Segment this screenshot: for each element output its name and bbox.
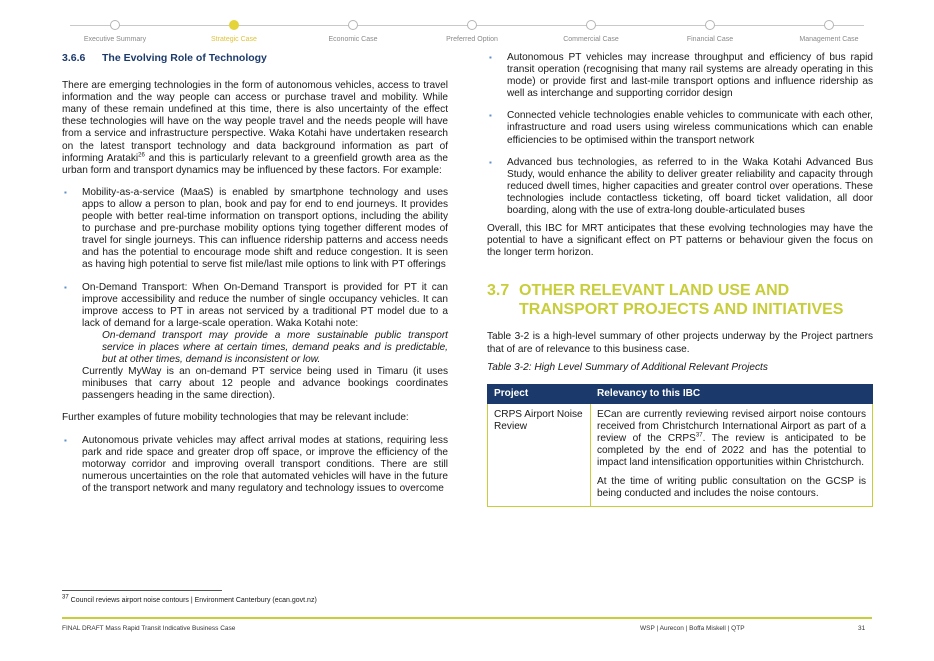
nav-label: Preferred Option bbox=[446, 36, 498, 43]
section-title-line1: OTHER RELEVANT LAND USE AND bbox=[519, 282, 790, 300]
header-relevancy: Relevancy to this IBC bbox=[591, 384, 873, 403]
nav-step-strategic-case[interactable] bbox=[174, 14, 294, 43]
nav-step-executive-summary[interactable] bbox=[55, 14, 175, 43]
page-number: 31 bbox=[858, 625, 866, 632]
footnote-ref[interactable]: 37 bbox=[695, 432, 703, 439]
table-intro: Table 3-2 is a high-level summary of other projects underway by the Project partners that of are of relevance to this business case. bbox=[487, 331, 873, 355]
progress-nav bbox=[60, 14, 874, 50]
footer-companies: WSP | Aurecon | Boffa Miskell | QTP bbox=[640, 625, 745, 632]
intro-text-a: There are emerging technologies in the form of autonomous vehicles, access to travel information and the way people can access or purchase travel and mobility. While many of these remain undefined at this time, there is also uncertainty of the effect these technologies will have on the way people travel and the needs people will have from a service and infrastructure perspective. Waka Kotahi have undertaken research on the latest transport technology and data background information as part of informing Arataki bbox=[62, 80, 448, 164]
table-header-row bbox=[488, 384, 873, 403]
nav-label: Economic Case bbox=[328, 36, 378, 43]
nav-dot bbox=[824, 20, 834, 30]
section-title-line2: TRANSPORT PROJECTS AND INITIATIVES bbox=[519, 301, 844, 319]
section-heading-3-7 bbox=[487, 281, 873, 319]
nav-label: Management Case bbox=[799, 36, 859, 43]
on-demand-quote: On-demand transport may provide a more sustainable public transport service in places where at certain times, demand peaks and is predictable, but at other times, demand is inconsistent or low. bbox=[102, 329, 448, 366]
projects-table bbox=[487, 384, 873, 507]
nav-dot bbox=[467, 20, 477, 30]
intro-text-b: and this is particularly relevant to a greenfield growth area as the urban form and transport dynamics may be influenced by these factors. For example: bbox=[62, 152, 448, 176]
section-number: 3.7 bbox=[487, 282, 510, 300]
nav-label: Executive Summary bbox=[83, 36, 147, 43]
overall-paragraph: Overall, this IBC for MRT anticipates that these evolving technologies may have the potential to have a significant effect on PT patterns or behaviour given the focus on the longer term horizon. bbox=[487, 223, 873, 259]
footnote-link[interactable]: Council reviews airport noise contours | Environment Canterbury (ecan.govt.nz) bbox=[68, 597, 317, 604]
cell-relevancy bbox=[591, 403, 873, 506]
nav-step-management-case[interactable] bbox=[769, 14, 889, 43]
nav-step-economic-case[interactable] bbox=[293, 14, 413, 43]
left-column bbox=[62, 52, 448, 495]
footer-rule bbox=[62, 617, 872, 619]
right-column bbox=[487, 52, 873, 507]
footnote-number: 37 bbox=[62, 594, 69, 601]
footnote bbox=[62, 594, 317, 604]
bullet-on-demand bbox=[62, 282, 448, 403]
footnote-rule bbox=[62, 590, 222, 591]
bullet-connected-vehicle: ▪ Connected vehicle technologies enable vehicles to communicate with each other, infrastructure and road users using wireless communications which can enable efficiencies to be optimised within the transport network bbox=[487, 110, 873, 146]
bullet-maas: ▪ Mobility-as-a-service (MaaS) is enabled by smartphone technology and uses apps to allow a person to plan, book and pay for end to end journeys. It provides people with better real-time information on transport options, including the ability to purchase and pre-purchase mobility options tying together different modes of travel for single journeys. This can influence ridership patterns and access needs and has the potential to encourage mode shift and reduce congestion. It is seen as having high potential to serve fist mile/last mile options to link with PT offerings bbox=[62, 187, 448, 272]
bullet-autonomous-private: ▪ Autonomous private vehicles may affect arrival modes at stations, requiring less park and ride space and greater drop off space, or improve the efficiency of the motorway corridor and improving overall transport conditions. There are still numerous uncertainties on the role that automated vehicles will have in the future of the transport network and many regulatory and technology issues to overcome bbox=[62, 435, 448, 495]
relevancy-para-1 bbox=[597, 409, 866, 469]
section-number: 3.6.6 bbox=[62, 52, 86, 64]
nav-dot bbox=[705, 20, 715, 30]
section-title: The Evolving Role of Technology bbox=[102, 52, 267, 64]
bullet-autonomous-pt: ▪ Autonomous PT vehicles may increase throughput and efficiency of bus rapid transit operation (recognising that many rail systems are already operating in this mode) or provide first and last-mile transport options and influence ridership as well as interchange and supporting corridor design bbox=[487, 52, 873, 100]
section-heading bbox=[62, 52, 448, 64]
bullet-advanced-bus: ▪ Advanced bus technologies, as referred to in the Waka Kotahi Advanced Bus Study, would enhance the ability to deliver greater reliability and capacity through reduced dwell times, higher capacities and greater control over operations. These technologies include contactless ticketing, off board ticket validation, all door boarding, along with the use of extra-long double-articulated buses bbox=[487, 157, 873, 217]
nav-label: Commercial Case bbox=[563, 36, 619, 43]
relevancy-para-2: At the time of writing public consultation on the GCSP is being conducted and includes the noise contours. bbox=[597, 476, 866, 500]
relevancy-text-b: . The review is anticipated to be completed by the end of 2022 and has the potential to impact land intensification opportunities within Christchurch. bbox=[597, 433, 866, 469]
nav-step-financial-case[interactable] bbox=[650, 14, 770, 43]
myway-text: Currently MyWay is an on-demand PT service being used in Timaru (it uses minibuses that carry about 12 people and advance bookings coordinates passengers heading in the same direction). bbox=[82, 366, 448, 402]
header-project: Project bbox=[488, 384, 591, 403]
further-paragraph: Further examples of future mobility technologies that may be relevant include: bbox=[62, 412, 409, 424]
nav-dot bbox=[348, 20, 358, 30]
footer-document-title: FINAL DRAFT Mass Rapid Transit Indicative Business Case bbox=[62, 625, 236, 632]
nav-label: Strategic Case bbox=[211, 36, 257, 43]
nav-dot bbox=[110, 20, 120, 30]
intro-paragraph bbox=[62, 80, 448, 177]
footnote-ref[interactable]: 26 bbox=[138, 152, 145, 159]
nav-step-commercial-case[interactable] bbox=[531, 14, 651, 43]
relevancy-text-a: ECan are currently reviewing revised airport noise contours received from Christchurch International Airport as part of a review of the CRPS bbox=[597, 408, 866, 445]
nav-step-preferred-option[interactable] bbox=[412, 14, 532, 43]
table-caption: Table 3-2: High Level Summary of Additional Relevant Projects bbox=[487, 361, 768, 373]
nav-label: Financial Case bbox=[686, 36, 734, 43]
on-demand-text: ▪ On-Demand Transport: When On-Demand Transport is provided for PT it can improve accessibility and reduce the number of single occupancy vehicles. It can improve access to PT in areas not serviced by a traditional PT model due to a lack of demand for a large-scale operation. Waka Kotahi note: bbox=[82, 281, 448, 329]
cell-project: CRPS Airport Noise Review bbox=[488, 403, 591, 506]
table-row bbox=[488, 403, 873, 506]
nav-dot bbox=[586, 20, 596, 30]
nav-dot-active bbox=[229, 20, 239, 30]
